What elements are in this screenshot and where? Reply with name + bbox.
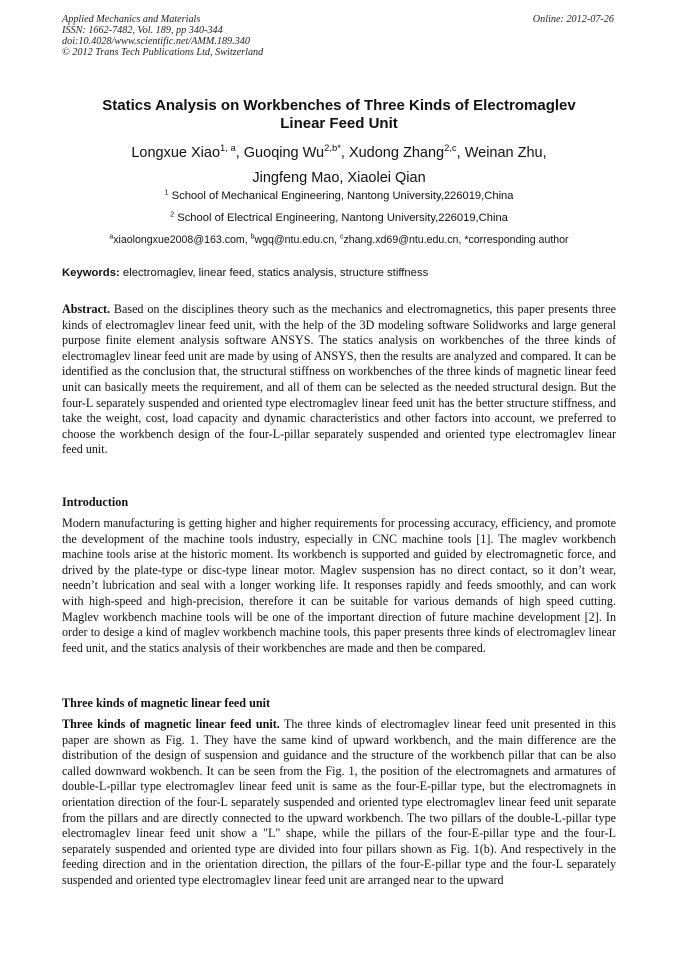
author-name: Xiaolei Qian <box>347 170 426 186</box>
three-kinds-paragraph <box>62 717 616 889</box>
affiliation-mark: 1 <box>164 187 169 197</box>
corresponding-note: *corresponding author <box>464 234 569 246</box>
email-link[interactable]: zhang.xd69@ntu.edu.cn <box>343 234 459 246</box>
author-name: Xudong Zhang <box>348 145 445 161</box>
keywords <box>62 266 616 280</box>
three-kinds-text: The three kinds of electromaglev linear feed unit presented in this paper are shown as Fig. 1. They have the same kind of upward workbench, and the main difference are the distribution of the design of suspension and guidance and the structure of the workbench pillar that can be also called downward wokbench. It can be seen from the Fig. 1, the position of the electromagnets and armatures of double-L-pillar type electromaglev linear feed unit is same as the four-E-pillar type, but the electromagnets in orientation direction of the four-L separately suspended and oriented type electromaglev linear feed unit separate from the pillars and are directly connected to the upward workbench. The two pillars of the double-L-pillar type electromaglev linear feed unit show a "L" shape, while the pillars of the four-E-pillar type and the four-L separately suspended and oriented type are divided into four pillars shown as Fig. 1(b). And respectively in the feeding direction and in the orientation direction, the pillars of the four-E-pillar type and the four-L separately suspended and oriented type electromaglev linear feed unit are arranged near to the upward <box>62 717 617 887</box>
affiliation-2 <box>62 211 616 225</box>
author-name: Jingfeng Mao <box>252 170 340 186</box>
email-mark: c <box>340 233 344 241</box>
author-name: Longxue Xiao <box>131 145 221 161</box>
journal-doi: doi:10.4028/www.scientific.net/AMM.189.340 <box>62 36 250 47</box>
run-in-heading: Three kinds of magnetic linear feed unit. <box>62 717 280 731</box>
affiliation-text: School of Mechanical Engineering, Nantong University,226019,China <box>171 190 514 202</box>
author-affiliation-mark: 1, a <box>220 142 236 154</box>
author-affiliation-mark: 2,c <box>444 142 457 154</box>
abstract-label: Abstract. <box>62 302 111 316</box>
online-date: Online: 2012-07-26 <box>532 14 614 25</box>
section-heading-three-kinds: Three kinds of magnetic linear feed unit <box>62 696 271 710</box>
title-line-2: Linear Feed Unit <box>280 115 398 132</box>
keywords-text: electromaglev, linear feed, statics analysis, structure stiffness <box>122 267 429 279</box>
introduction-paragraph: Modern manufacturing is getting higher and higher requirements for processing accuracy, efficiency, and promote the development of the machine tools industry, especially in CNC machine tools [1]. The maglev workbench machine tools arise at the historic moment. Its workbench is supported and guided by electromagnetic force, and drived by the plate-type or disc-type linear motor. Maglev suspension has no direct contact, so it don’t wear, needn’t lubrication and seal with a longer working life. It responses rapidly and feeds smoothly, and can work with high-speed and high-precision, therefore it can be suitable for various demands of high speed cutting. Maglev workbench machine tools will be one of the important direction of future machine development [2]. In order to desige a kind of maglev workbench machine tools, this paper presents three kinds of electromaglev linear feed unit, and the statics analysis of their workbenches are made and then be compared. <box>62 516 616 655</box>
journal-issn: ISSN: 1662-7482, Vol. 189, pp 340-344 <box>62 25 223 36</box>
affiliation-text: School of Electrical Engineering, Nantong University,226019,China <box>177 212 508 224</box>
author-name: Guoqing Wu <box>243 145 325 161</box>
journal-header <box>62 14 614 58</box>
email-mark: a <box>109 233 114 241</box>
author-line-2: Jingfeng Mao, Xiaolei Qian <box>252 170 426 186</box>
author-affiliation-mark: 2,b* <box>324 142 341 154</box>
author-list <box>62 141 616 191</box>
section-heading-introduction: Introduction <box>62 495 129 509</box>
keywords-label: Keywords: <box>62 267 120 279</box>
affiliation-mark: 2 <box>170 209 175 219</box>
author-name: Weinan Zhu <box>464 145 543 161</box>
paper-title <box>62 97 616 133</box>
author-emails: $^a$xiaolongxue2008@163.com, $^b$wgq@ntu.edu.cn, $^c$zhang.xd69@ntu.edu.cn, *corresponding author <box>109 233 569 246</box>
journal-copyright: © 2012 Trans Tech Publications Ltd, Switzerland <box>62 47 264 58</box>
email-link[interactable]: wgq@ntu.edu.cn <box>254 234 335 246</box>
email-mark: b <box>250 233 255 241</box>
email-link[interactable]: xiaolongxue2008@163.com <box>113 234 245 246</box>
affiliation-1 <box>62 189 616 203</box>
title-line-1: Statics Analysis on Workbenches of Three Kinds of Electromaglev <box>102 97 576 114</box>
abstract <box>62 302 616 458</box>
journal-name: Applied Mechanics and Materials <box>62 14 201 25</box>
abstract-text: Based on the disciplines theory such as the mechanics and electromagnetics, this paper presents three kinds of electromaglev linear feed unit, with the help of the 3D modeling software Solidworks and large general purpose finite element analysis software ANSYS. The statics analysis on workbenches of the three kinds of electromaglev linear feed unit are made by using of ANSYS, then the results are analyzed and compared. It can be identified as the conclusion that, the structural stiffness on workbenches of the three kinds of magnetic linear feed unit can basically meets the requirement, and all of them can be selected as the needed structural design. But the four-L separately suspended and oriented type electromaglev linear feed unit has the better structure stiffness, and take the weight, cost, load capacity and dynamic characteristics and other factors into account, we preferred to choose the workbench design of the four-L-pillar separately suspended and oriented type electromaglev linear feed unit. <box>62 302 616 457</box>
author-line-1: Longxue Xiao$^{1, a}$, Guoqing $Wu^{2,b*}$, Xudong Zhang$^{2,c}$, Weinan Zhu, <box>131 142 547 161</box>
